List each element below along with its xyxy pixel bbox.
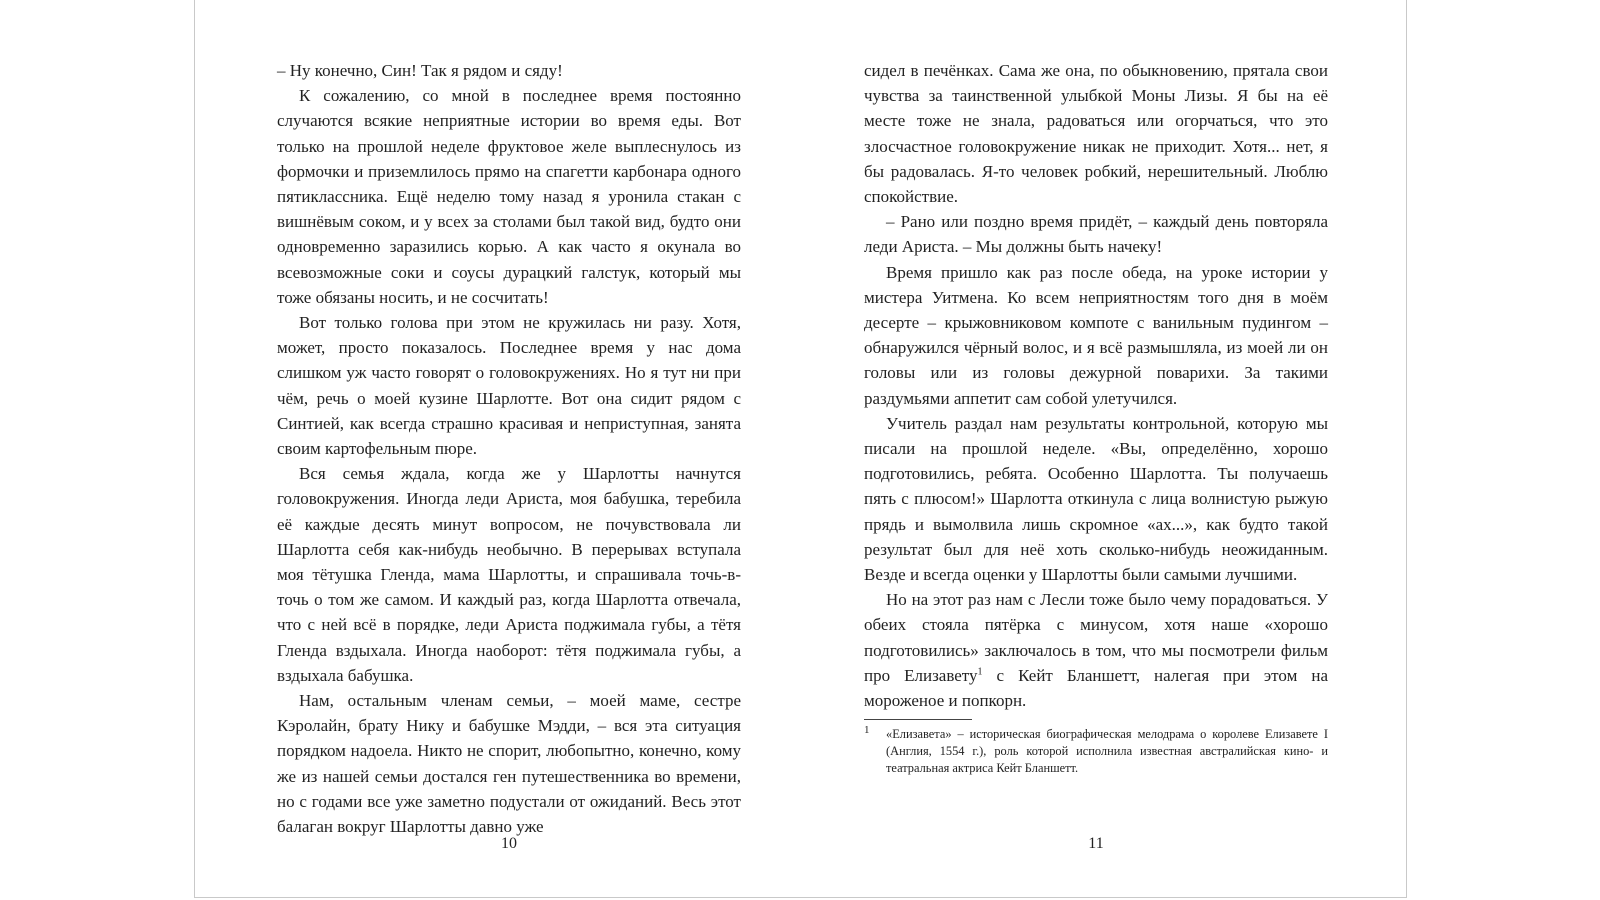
right-page bbox=[864, 58, 1328, 777]
right-paragraph-5 bbox=[864, 587, 1328, 713]
right-paragraph-1: сидел в печёнках. Сама же она, по обыкновению, прятала свои чувства за таинственной улыбкой Моны Лизы. Я бы на её месте тоже не знала, радоваться или огорчаться, что это злосчастное головокружение никак не приходит. Хотя... нет, я бы радовалась. Я-то человек робкий, нерешительный. Люблю спокойствие. bbox=[864, 61, 1328, 207]
footnote bbox=[864, 726, 1328, 777]
footnote-text: «Елизавета» – историческая биографическая мелодрама о королеве Елизавете I (Англия, 1554 г.), роль которой исполнила известная австралийская кино- и театральная актриса Кейт Бланшетт. bbox=[886, 727, 1328, 776]
footnote-divider bbox=[864, 719, 972, 720]
footnote-reference: 1 bbox=[977, 666, 983, 678]
right-paragraph-4: Учитель раздал нам результаты контрольной, которую мы писали на прошлой неделе. «Вы, определённо, хорошо подготовились, ребята. Особенно Шарлотта. Ты получаешь пять с плюсом!» Шарлотта откинула с лица волнистую рыжую прядь и вымолвила лишь скромное «ах...», как будто такой результат был для неё хоть сколько-нибудь неожиданным. Везде и всегда оценки у Шарлотты были самыми лучшими. bbox=[864, 413, 1328, 585]
left-page bbox=[277, 58, 741, 839]
left-paragraph-4: Вся семья ждала, когда же у Шарлотты начнутся головокружения. Иногда леди Ариста, моя бабушка, теребила её каждые десять минут вопросом, не почувствовала ли Шарлотта себя как-нибудь необычно. В перерывах вступала моя тётушка Гленда, мама Шарлотты, и спрашивала точь-в-точь о том же самом. И каждый раз, когда Шарлотта отвечала, что с ней всё в порядке, леди Ариста поджимала губы, а тётя Гленда вздыхала. Иногда наоборот: тётя поджимала губы, а вздыхала бабушка. bbox=[277, 464, 741, 685]
right-page-number: 11 bbox=[1088, 835, 1104, 852]
left-paragraph-3: Вот только голова при этом не кружилась ни разу. Хотя, может, просто показалось. Последнее время у нас дома слишком уж часто говорят о головокружениях. Но я тут ни при чём, речь о моей кузине Шарлотте. Вот она сидит рядом с Синтией, как всегда страшно красивая и неприступная, занята своим картофельным пюре. bbox=[277, 313, 741, 459]
left-paragraph-1: – Ну конечно, Син! Так я рядом и сяду! bbox=[277, 61, 563, 80]
right-paragraph-5-text: Но на этот раз нам с Лесли тоже было чему порадоваться. У обеих стояла пятёрка с минусом, хотя наше «хорошо подготовились» заключалось в том, что мы посмотрели фильм про Елизавету bbox=[864, 590, 1328, 685]
right-paragraph-5-tail: с Кейт Бланшетт, налегая при этом на мороженое и попкорн. bbox=[864, 665, 1328, 711]
left-page-number: 10 bbox=[501, 835, 517, 852]
right-paragraph-3: Время пришло как раз после обеда, на уроке истории у мистера Уитмена. Ко всем неприятностям того дня в моём десерте – крыжовниковом компоте с ванильным пудингом – обнаружился чёрный волос, и я всё размышляла, из моей ли он головы или из головы дежурной поварихи. За такими раздумьями аппетит сам собой улетучился. bbox=[864, 262, 1328, 408]
left-paragraph-5: Нам, остальным членам семьи, – моей маме, сестре Кэролайн, брату Нику и бабушке Мэдди, – вся эта ситуация порядком надоела. Никто не спорит, любопытно, конечно, кому же из нашей семьи достался ген путешественника во времени, но с годами все уже заметно подустали от ожиданий. Весь этот балаган вокруг Шарлотты давно уже bbox=[277, 691, 741, 837]
footnote-mark: 1 bbox=[864, 724, 870, 737]
book-spread bbox=[194, 0, 1407, 898]
right-paragraph-2: – Рано или поздно время придёт, – каждый день повторяла леди Ариста. – Мы должны быть начеку! bbox=[864, 212, 1328, 257]
left-paragraph-2: К сожалению, со мной в последнее время постоянно случаются всякие неприятные истории во время еды. Вот только на прошлой неделе фруктовое желе выплеснулось из формочки и приземлилось прямо на спагетти карбонара одного пятиклассника. Ещё неделю тому назад я уронила стакан с вишнёвым соком, и у всех за столами был такой вид, будто они одновременно заразились корью. А как часто я окунала во всевозможные соки и соусы дурацкий галстук, который мы тоже обязаны носить, и не сосчитать! bbox=[277, 86, 741, 307]
